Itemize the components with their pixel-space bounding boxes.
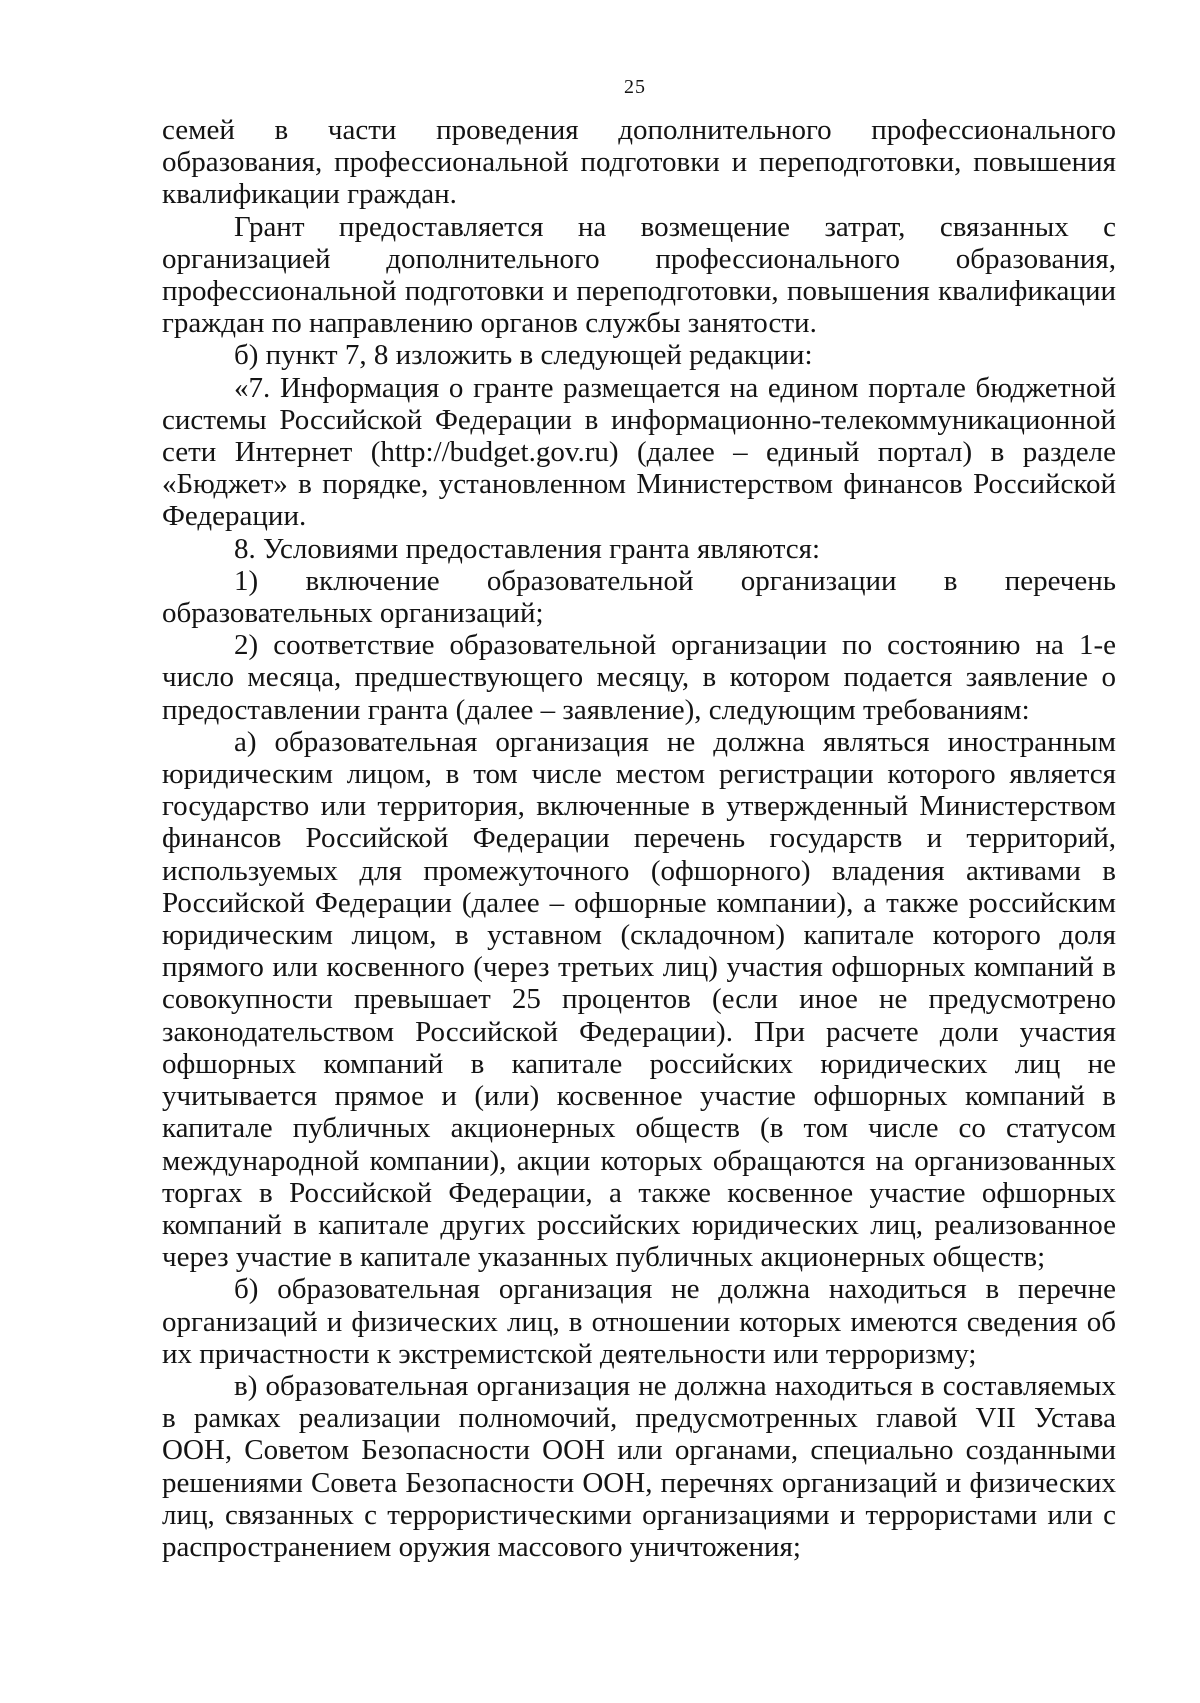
paragraph-requirement-a: а) образовательная организация не должна являться иностранным юридическим лицом, в том числе местом регистрации которого является государство или территория, включенные в утвержденный Министерством финансов Российской Федерации перечень государств и территорий, используемых для промежуточного (офшорного) владения активами в Российской Федерации (далее – офшорные компании), а также российским юридическим лицом, в уставном (складочном) капитале которого доля прямого или косвенного (через третьих лиц) участия офшорных компаний в совокупности превышает 25 процентов (если иное не предусмотрено законодательством Российской Федерации). При расчете доли участия офшорных компаний в капитале российских юридических лиц не учитывается прямое и (или) косвенное участие офшорных компаний в капитале публичных акционерных обществ (в том числе со статусом международной компании), акции которых обращаются на организованных торгах в Российской Федерации, а также косвенное участие офшорных компаний в капитале других российских юридических лиц, реализованное через участие в капитале указанных публичных акционерных обществ; [162,725,1116,1274]
page-number: 25 [624,76,646,98]
paragraph-continuation: семей в части проведения дополнительного профессионального образования, профессиональной подготовки и переподготовки, повышения квалификации граждан. [162,114,1116,211]
paragraph-condition-1: 1) включение образовательной организации в перечень образовательных организаций; [162,564,1116,630]
paragraph-clause-8: 8. Условиями предоставления гранта являются: [234,532,821,565]
paragraph-grant-purpose: Грант предоставляется на возмещение затрат, связанных с организацией дополнительного профессионального образования, профессиональной подготовки и переподготовки, повышения квалификации граждан по направлению органов службы занятости. [162,210,1116,340]
paragraph-clause-7: «7. Информация о гранте размещается на едином портале бюджетной системы Российской Федерации в информационно-телекоммуникационной сети Интернет (http://budget.gov.ru) (далее – единый портал) в разделе «Бюджет» в порядке, установленном Министерством финансов Российской Федерации. [162,371,1116,533]
paragraph-condition-2: 2) соответствие образовательной организации по состоянию на 1-е число месяца, предшествующего месяцу, в котором подается заявление о предоставлении гранта (далее – заявление), следующим требованиям: [162,629,1116,726]
document-body [162,114,1116,1563]
paragraph-item-b-intro: б) пункт 7, 8 изложить в следующей редакции: [234,339,813,372]
paragraph-requirement-v: в) образовательная организация не должна находиться в составляемых в рамках реализации полномочий, предусмотренных главой VII Устава ООН, Советом Безопасности ООН или органами, специально созданными решениями Совета Безопасности ООН, перечнях организаций и физических лиц, связанных с террористическими организациями и террористами или с распространением оружия массового уничтожения; [162,1369,1116,1563]
paragraph-requirement-b: б) образовательная организация не должна находиться в перечне организаций и физических лиц, в отношении которых имеются сведения об их причастности к экстремистской деятельности или терроризму; [162,1273,1116,1370]
